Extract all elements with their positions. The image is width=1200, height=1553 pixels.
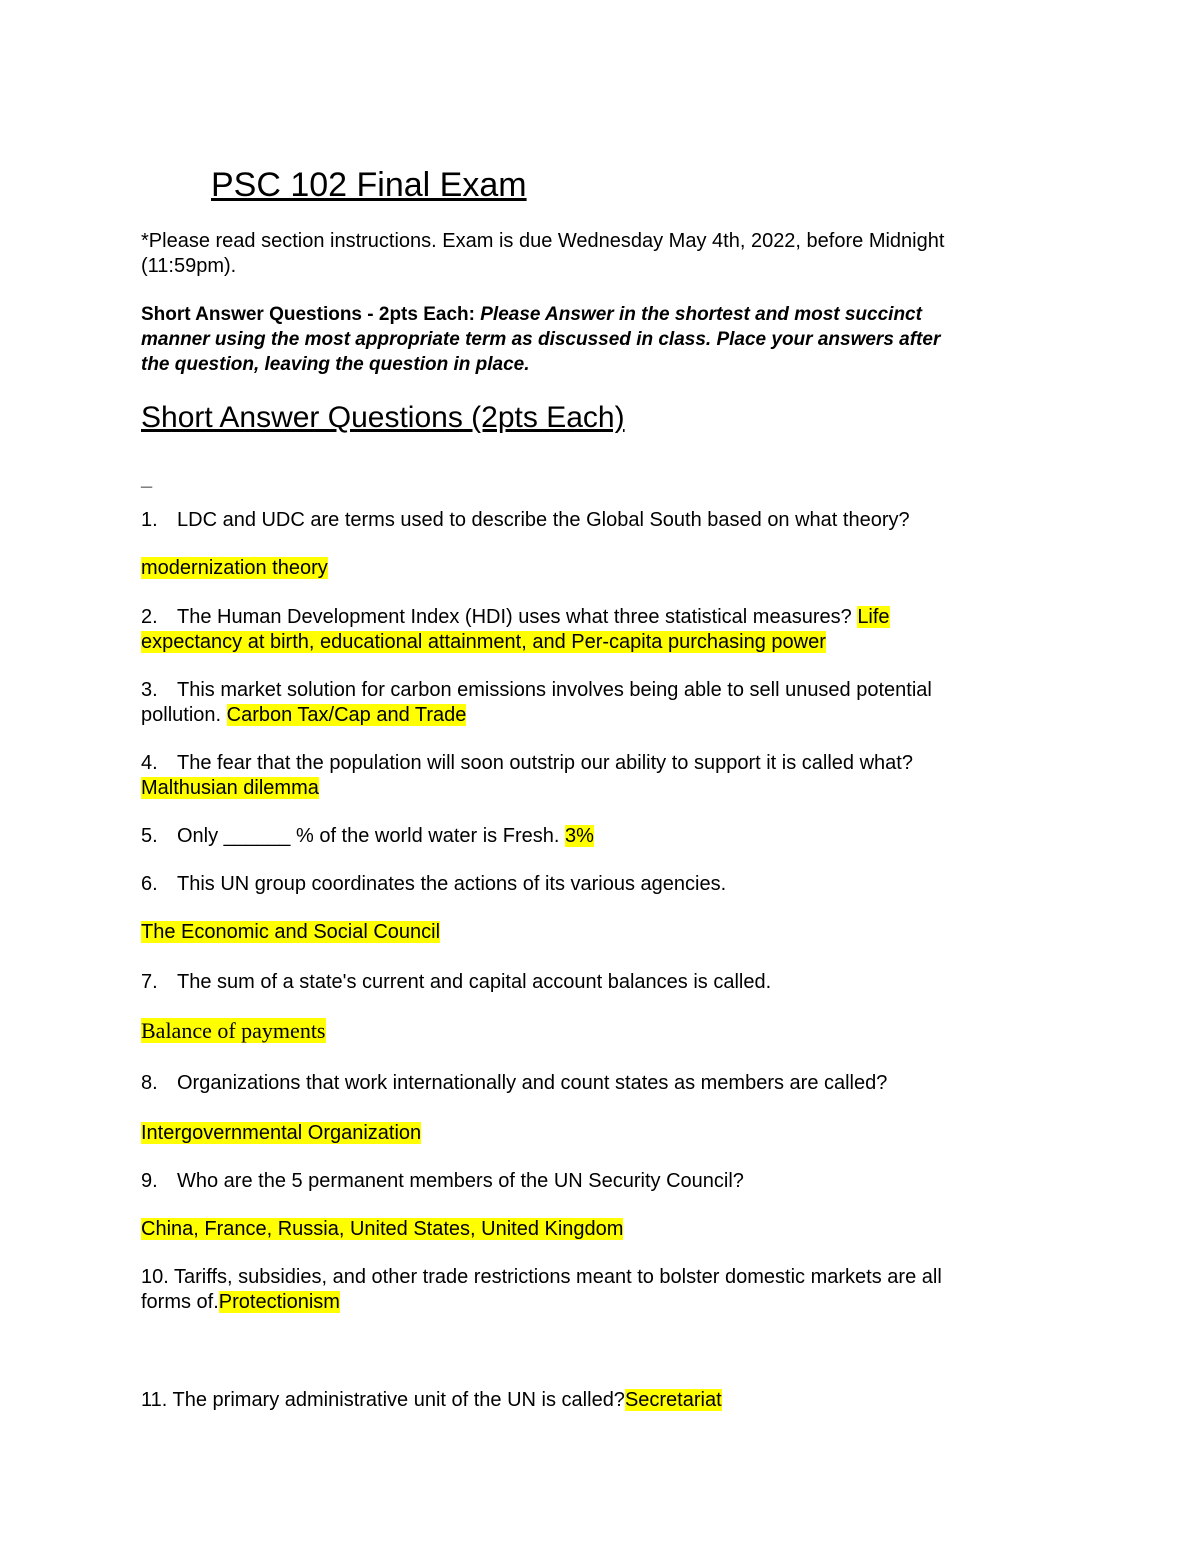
question-2 — [141, 605, 890, 630]
instructions-block — [141, 302, 940, 377]
instructions-text-1: Please Answer in the shortest and most succinct — [480, 304, 922, 325]
question-text: The primary administrative unit of the UN is called? — [172, 1389, 625, 1411]
answer-highlight: Balance of payments — [141, 1018, 326, 1043]
question-text: The sum of a state's current and capital account balances is called. — [177, 971, 772, 993]
question-number: 3. — [141, 679, 158, 701]
question-7 — [141, 970, 771, 995]
question-number: 1. — [141, 509, 158, 531]
question-text: Tariffs, subsidies, and other trade restrictions meant to bolster domestic markets are all — [174, 1266, 942, 1288]
question-number: 11. — [141, 1389, 168, 1411]
answer-1 — [141, 556, 328, 581]
answer-highlight: 3% — [564, 825, 594, 847]
question-text: Organizations that work internationally and count states as members are called? — [177, 1072, 888, 1094]
question-number: 8. — [141, 1072, 158, 1094]
answer-highlight: Life — [857, 606, 890, 628]
question-number: 2. — [141, 606, 158, 628]
question-9 — [141, 1169, 744, 1194]
answer-7 — [141, 1018, 326, 1043]
question-number: 4. — [141, 752, 158, 774]
question-text: This UN group coordinates the actions of its various agencies. — [177, 873, 727, 895]
question-11 — [141, 1388, 722, 1413]
question-10 — [141, 1265, 942, 1290]
question-text: The fear that the population will soon outstrip our ability to support it is called what? — [177, 752, 913, 774]
answer-4 — [141, 776, 319, 801]
question-3 — [141, 678, 932, 703]
answer-3 — [141, 703, 466, 728]
answer-highlight: China, France, Russia, United States, United Kingdom — [141, 1218, 624, 1240]
question-text: Who are the 5 permanent members of the UN Security Council? — [177, 1170, 744, 1192]
answer-highlight: Protectionism — [218, 1291, 340, 1313]
question-number: 6. — [141, 873, 158, 895]
answer-8 — [141, 1121, 421, 1146]
instructions-text-2: manner using the most appropriate term as discussed in class. Place your answers after — [141, 329, 941, 350]
question-number: 7. — [141, 971, 158, 993]
answer-6 — [141, 920, 440, 945]
answer-highlight: Secretariat — [624, 1389, 722, 1411]
question-text: pollution. — [141, 704, 222, 726]
answer-highlight: expectancy at birth, educational attainment, and Per-capita purchasing power — [141, 631, 826, 653]
question-text: forms of. — [141, 1291, 219, 1313]
intro-line-2: (11:59pm). — [141, 255, 237, 277]
instructions-heading: Short Answer Questions - 2pts Each: — [141, 304, 475, 325]
question-number: 10. — [141, 1266, 169, 1288]
section-title: Short Answer Questions (2pts Each) — [141, 401, 625, 434]
answer-10 — [141, 1290, 340, 1315]
answer-highlight: Intergovernmental Organization — [141, 1122, 422, 1144]
question-text: Only ______ % of the world water is Fresh. — [177, 825, 560, 847]
page-title: PSC 102 Final Exam — [211, 166, 527, 204]
question-text: The Human Development Index (HDI) uses what three statistical measures? — [177, 606, 852, 628]
question-5 — [141, 824, 594, 849]
section-marker: _ — [141, 468, 153, 490]
question-6 — [141, 872, 726, 897]
question-8 — [141, 1071, 887, 1096]
answer-highlight: The Economic and Social Council — [141, 921, 441, 943]
question-number: 5. — [141, 825, 158, 847]
question-number: 9. — [141, 1170, 158, 1192]
question-4 — [141, 751, 913, 776]
question-text: This market solution for carbon emissions involves being able to sell unused potential — [177, 679, 932, 701]
answer-2 — [141, 630, 826, 655]
intro-line-1: *Please read section instructions. Exam is due Wednesday May 4th, 2022, before Midnight — [141, 230, 945, 252]
answer-highlight: Malthusian dilemma — [141, 777, 319, 799]
question-text: LDC and UDC are terms used to describe the Global South based on what theory? — [177, 509, 910, 531]
question-1 — [141, 508, 910, 533]
answer-highlight: Carbon Tax/Cap and Trade — [226, 704, 467, 726]
answer-highlight: modernization theory — [141, 557, 328, 579]
instructions-text-3: the question, leaving the question in place. — [141, 354, 530, 375]
answer-9 — [141, 1217, 623, 1242]
